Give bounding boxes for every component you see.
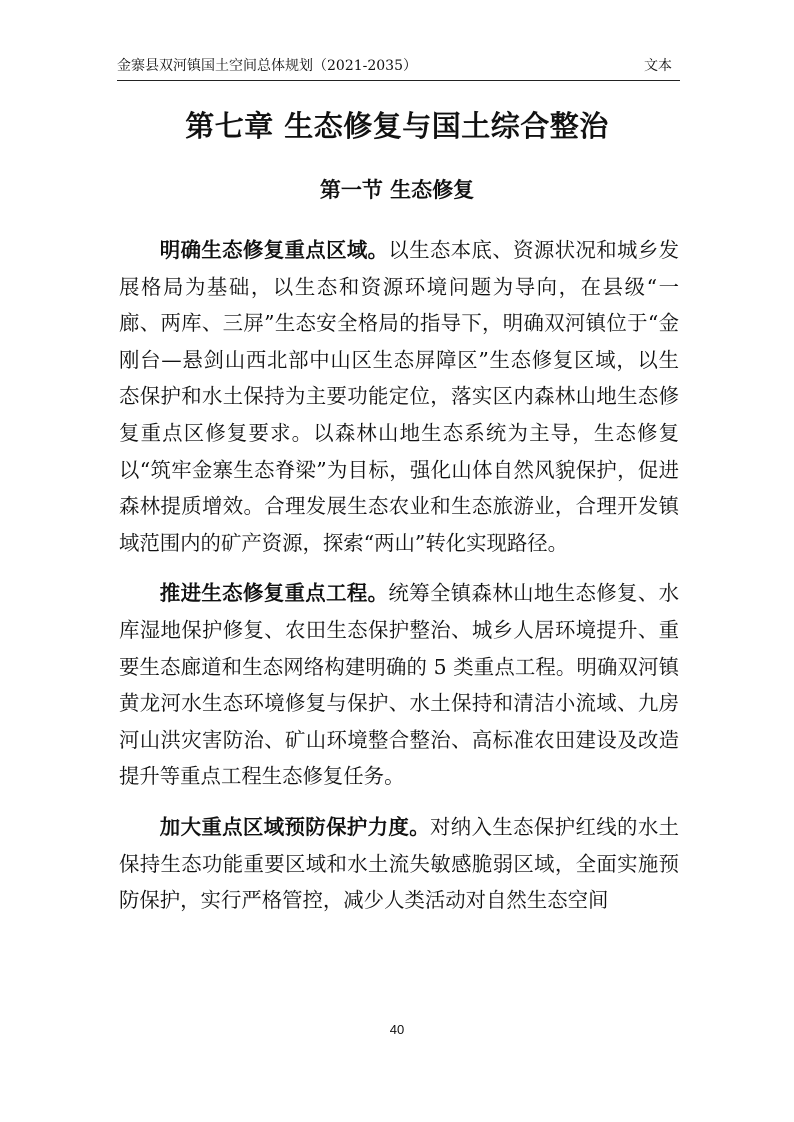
chapter-title: 第七章 生态修复与国土综合整治: [185, 109, 609, 143]
paragraph-lead: 明确生态修复重点区域。: [159, 238, 389, 262]
paragraph: [119, 575, 679, 795]
paragraph: [119, 809, 679, 919]
document-title: 金寨县双河镇国土空间总体规划（2021-2035）: [117, 58, 417, 74]
page-number: 40: [389, 1022, 405, 1037]
paragraph-lead: 推进生态修复重点工程。: [159, 581, 389, 606]
paragraph-text: 对纳入生态保护红线的水土保持生态功能重要区域和水土流失敏感脆弱区域，全面实施预防保护，实行严格管控，减少人类活动对自然生态空间: [119, 814, 680, 913]
section-title: 第一节 生态修复: [319, 178, 475, 202]
paragraph-lead: 加大重点区域预防保护力度。: [159, 814, 430, 839]
paragraph-text: 统筹全镇森林山地生态修复、水库湿地保护修复、农田生态保护整治、城乡人居环境提升、重要生态廊道和生态网络构建明确的 5 类重点工程。明确双河镇黄龙河水生态环境修复与保护、水土保持和清洁小流域、九房河山洪灾害防治、矿山环境整合整治、高标准农田建设及改造提升等重点工程生态修复任务。: [119, 581, 680, 789]
body-text: [119, 232, 679, 933]
paragraph-text: 以生态本底、资源状况和城乡发展格局为基础，以生态和资源环境问题为导向，在县级“一廊、两库、三屏”生态安全格局的指导下，明确双河镇位于“金刚台—悬剑山西北部中山区生态屏障区”生态修复区域，以生态保护和水土保持为主要功能定位，落实区内森林山地生态修复重点区修复要求。以森林山地生态系统为主导，生态修复以“筑牢金寨生态脊梁”为目标，强化山体自然风貌保护，促进森林提质增效。合理发展生态农业和生态旅游业，合理开发镇域范围内的矿产资源，探索“两山”转化实现路径。: [119, 238, 680, 555]
page-header: [117, 52, 680, 81]
document-type-label: 文本: [644, 58, 672, 74]
paragraph: [119, 232, 679, 561]
